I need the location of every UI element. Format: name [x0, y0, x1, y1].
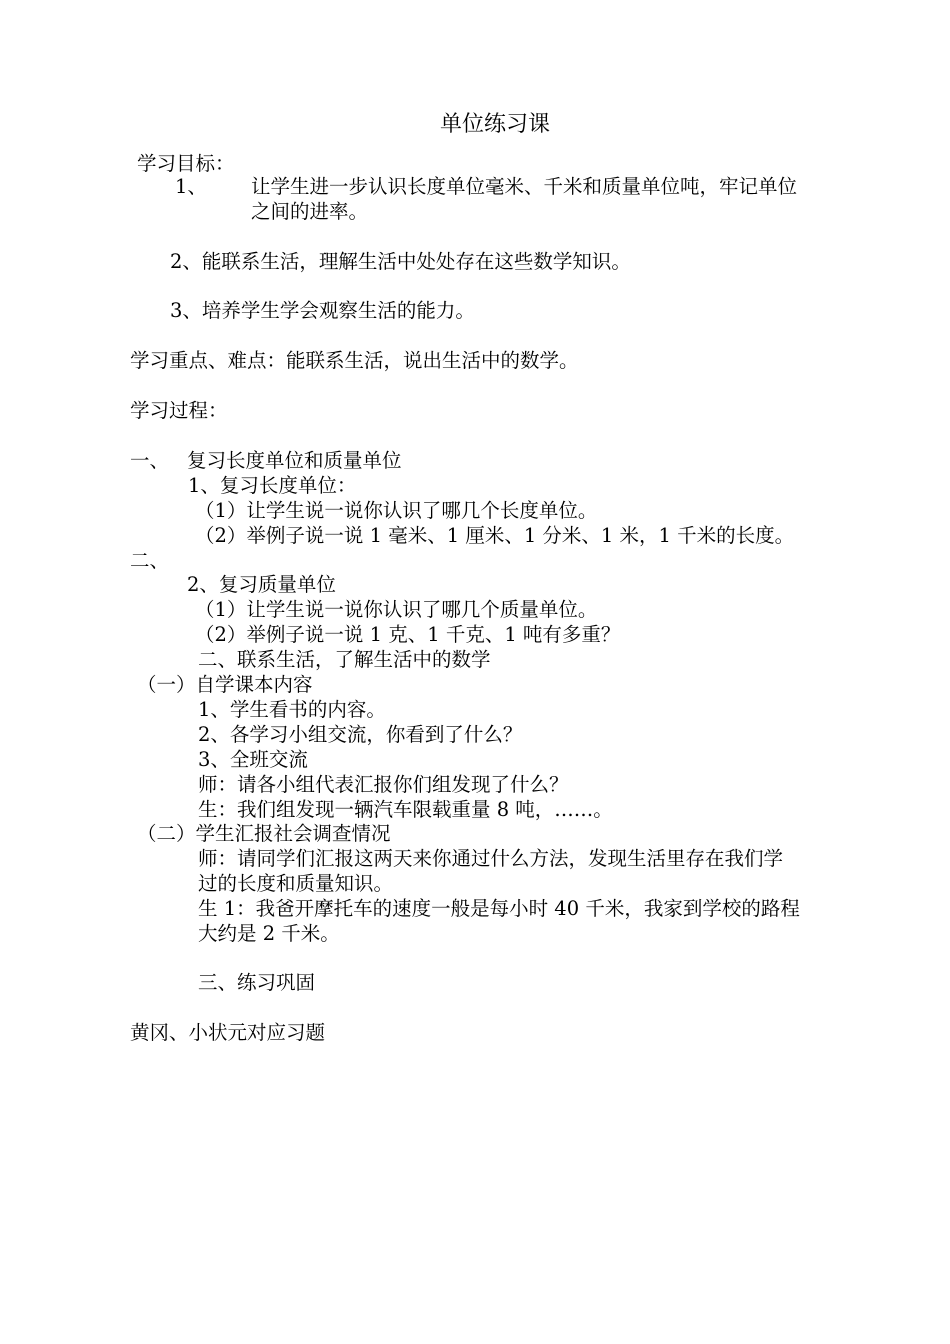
objective-3: 3、培养学生学会观察生活的能力。 — [170, 299, 475, 322]
section-3-title: 三、练习巩固 — [198, 971, 316, 994]
length-item-a: （1）让学生说一说你认识了哪几个长度单位。 — [195, 499, 598, 522]
section-2-title: 二、联系生活，了解生活中的数学 — [198, 648, 491, 671]
review-mass-units: 2、复习质量单位 — [187, 573, 336, 596]
subsection-2-teacher-line-2: 过的长度和质量知识。 — [198, 872, 394, 895]
subsection-2-student-line-1: 生 1：我爸开摩托车的速度一般是每小时 40 千米，我家到学校的路程 — [198, 897, 800, 920]
subsection-1-student: 生：我们组发现一辆汽车限载重量 8 吨，……。 — [198, 798, 613, 821]
subsection-1-title: （一）自学课本内容 — [137, 673, 313, 696]
objective-1-number: 1、 — [175, 175, 207, 198]
mass-item-b: （2）举例子说一说 1 克、1 千克、1 吨有多重？ — [195, 623, 621, 646]
section-1-title: 复习长度单位和质量单位 — [187, 449, 402, 472]
section-2-number: 二、 — [130, 549, 170, 572]
exercises: 黄冈、小状元对应习题 — [130, 1021, 326, 1044]
subsection-1-teacher: 师：请各小组代表汇报你们组发现了什么？ — [198, 773, 569, 796]
subsection-2-teacher-line-1: 师：请同学们汇报这两天来你通过什么方法，发现生活里存在我们学 — [198, 847, 784, 870]
page-title: 单位练习课 — [440, 112, 551, 137]
subsection-1-item-2: 2、各学习小组交流，你看到了什么？ — [198, 723, 523, 746]
length-item-b: （2）举例子说一说 1 毫米、1 厘米、1 分米、1 米，1 千米的长度。 — [195, 524, 795, 547]
process-heading: 学习过程： — [130, 399, 228, 422]
subsection-2-student-line-2: 大约是 2 千米。 — [198, 922, 340, 945]
subsection-1-item-1: 1、学生看书的内容。 — [198, 698, 386, 721]
objective-1-line-2: 之间的进率。 — [251, 200, 369, 223]
review-length-units: 1、复习长度单位： — [188, 474, 357, 497]
section-1-number: 一、 — [130, 449, 170, 472]
objectives-heading: 学习目标： — [137, 152, 235, 175]
subsection-2-title: （二）学生汇报社会调查情况 — [137, 822, 391, 845]
objective-2: 2、能联系生活，理解生活中处处存在这些数学知识。 — [170, 250, 631, 273]
objective-1-line-1: 让学生进一步认识长度单位毫米、千米和质量单位吨，牢记单位 — [251, 175, 798, 198]
subsection-1-item-3: 3、全班交流 — [198, 748, 308, 771]
mass-item-a: （1）让学生说一说你认识了哪几个质量单位。 — [195, 598, 598, 621]
key-points: 学习重点、难点：能联系生活，说出生活中的数学。 — [130, 349, 579, 372]
